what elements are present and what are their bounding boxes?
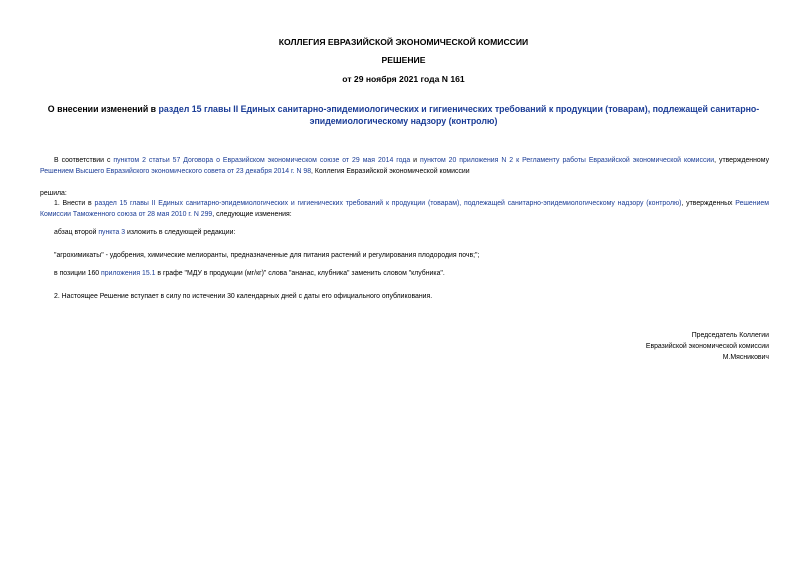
paragraph-subitem-1 (54, 227, 235, 238)
paragraph-item-2: 2. Настоящее Решение вступает в силу по истечении 30 календарных дней с даты его официального опубликования. (54, 293, 433, 300)
org-heading: КОЛЛЕГИЯ ЕВРАЗИЙСКОЙ ЭКОНОМИЧЕСКОЙ КОМИССИИ (278, 37, 529, 47)
paragraph-item-1 (40, 198, 769, 220)
title-link[interactable]: раздел 15 главы II Единых санитарно-эпидемиологических и гигиенических требований к продукции (товарам), подлежащей санитарно-эпидемиологическому надзору (контролю) (158, 104, 760, 126)
signature-position: Председатель Коллегии (691, 332, 769, 339)
paragraph-subitem-2 (54, 268, 445, 279)
doc-type-heading: РЕШЕНИЕ (381, 55, 426, 65)
preamble-text-1: В соответствии с (54, 157, 114, 164)
link-regulation-annex[interactable]: пунктом 20 приложения N 2 к Регламенту работы Евразийской экономической комиссии (419, 157, 715, 164)
signature-name: М.Мясникович (722, 354, 769, 361)
link-point-3[interactable]: пункта 3 (98, 229, 126, 236)
item1-text-1: 1. Внести в (54, 200, 95, 207)
link-customs-union-decision[interactable]: Решением Комиссии Таможенного союза от 28 мая 2010 г. N 299 (40, 200, 769, 218)
signature-block (646, 330, 769, 363)
link-annex-15-1[interactable]: приложения 15.1 (101, 270, 156, 277)
item1-text-3: , следующие изменения: (212, 211, 292, 218)
signature-organization: Евразийской экономической комиссии (645, 343, 769, 350)
link-section-15[interactable]: раздел 15 главы II Единых санитарно-эпидемиологических и гигиенических требований к продукции (товарам), подлежащей санитарно-эпидемиологическому надзору (контролю) (94, 200, 682, 207)
paragraph-decided: решила: (40, 190, 67, 197)
link-supreme-council-decision[interactable]: Решением Высшего Евразийского экономического совета от 23 декабря 2014 г. N 98 (40, 168, 312, 175)
subitem1-text-2: изложить в следующей редакции: (125, 229, 236, 236)
item1-text-2: , утвержденных (681, 200, 736, 207)
preamble-text-3: , утвержденному (714, 157, 770, 164)
paragraph-definition: "агрохимикаты" - удобрения, химические мелиоранты, предназначенные для питания растений и регулирования плодородия почв;"; (54, 252, 480, 259)
date-number-heading: от 29 ноября 2021 года N 161 (342, 74, 465, 84)
link-treaty-article[interactable]: пунктом 2 статьи 57 Договора о Евразийском экономическом союзе от 29 мая 2014 года (113, 157, 411, 164)
title-prefix: О внесении изменений в (47, 104, 159, 114)
subitem2-text-2: в графе "МДУ в продукции (мг/кг)" слова "ананас, клубника" заменить словом "клубника". (155, 270, 445, 277)
subitem2-text-1: в позиции 160 (54, 270, 102, 277)
subitem1-text-1: абзац второй (54, 229, 99, 236)
paragraph-preamble (40, 155, 769, 177)
preamble-text-2: и (410, 157, 420, 164)
preamble-text-4: , Коллегия Евразийской экономической комиссии (311, 168, 470, 175)
document-title (40, 104, 767, 127)
